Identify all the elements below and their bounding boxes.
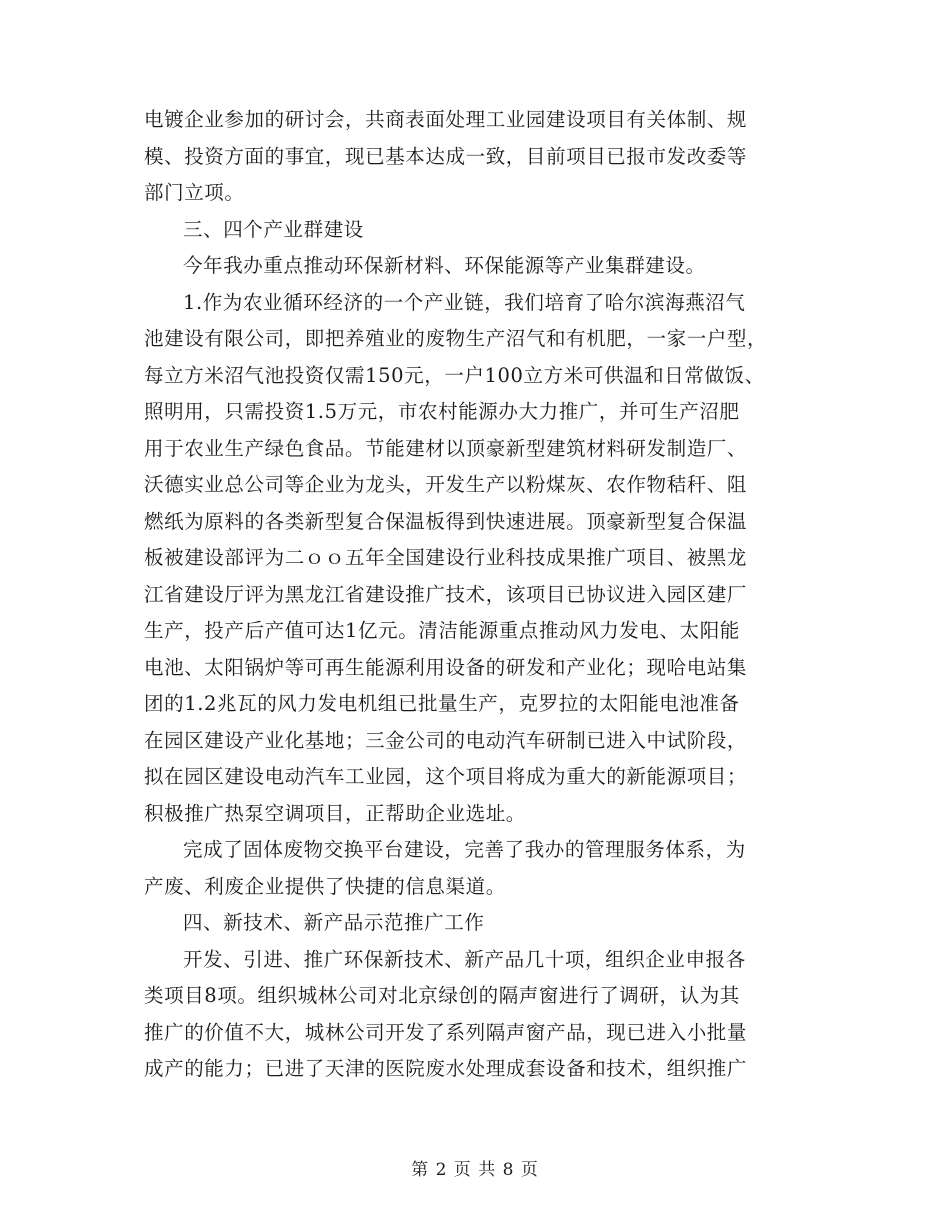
- body-line: 燃纸为原料的各类新型复合保温板得到快速进展。顶豪新型复合保温: [144, 509, 748, 533]
- page-number-footer: 第 2 页 共 8 页: [411, 1160, 539, 1180]
- body-line: 开发、引进、推广环保新技术、新产品几十项，组织企业申报各: [183, 947, 746, 971]
- body-line: 1.作为农业循环经济的一个产业链，我们培育了哈尔滨海燕沼气: [183, 290, 746, 314]
- section-heading: 三、四个产业群建设: [183, 217, 364, 241]
- body-line: 江省建设厅评为黑龙江省建设推广技术，该项目已协议进入园区建厂: [144, 582, 748, 606]
- body-line: 板被建设部评为二ｏｏ五年全国建设行业科技成果推广项目、被黑龙: [144, 546, 748, 569]
- section-heading: 四、新技术、新产品示范推广工作: [183, 911, 485, 934]
- body-line: 拟在园区建设电动汽车工业园，这个项目将成为重大的新能源项目；: [144, 765, 748, 788]
- body-line: 电池、太阳锅炉等可再生能源利用设备的研发和产业化；现哈电站集: [144, 655, 748, 679]
- body-line: 模、投资方面的事宜，现已基本达成一致，目前项目已报市发改委等: [144, 144, 748, 168]
- body-line: 在园区建设产业化基地；三金公司的电动汽车研制已进入中试阶段，: [144, 728, 748, 752]
- body-line: 成产的能力；已进了天津的医院废水处理成套设备和技术，组织推广: [144, 1057, 748, 1080]
- body-line: 积极推广热泵空调项目，正帮助企业选址。: [144, 801, 526, 825]
- body-line: 照明用，只需投资1.5万元，市农村能源办大力推广，并可生产沼肥: [144, 400, 740, 423]
- body-line: 推广的价值不大，城林公司开发了系列隔声窗产品，现已进入小批量: [144, 1020, 748, 1044]
- body-line: 今年我办重点推动环保新材料、环保能源等产业集群建设。: [183, 254, 706, 277]
- body-line: 每立方米沼气池投资仅需150元，一户100立方米可供温和日常做饭、: [144, 363, 765, 387]
- body-line: 生产，投产后产值可达1亿元。清洁能源重点推动风力发电、太阳能: [144, 619, 740, 642]
- body-line: 产废、利废企业提供了快捷的信息渠道。: [144, 874, 506, 898]
- document-body: [144, 102, 806, 1088]
- body-line: 完成了固体废物交换平台建设，完善了我办的管理服务体系，为: [183, 838, 746, 861]
- body-line: 电镀企业参加的研讨会，共商表面处理工业园建设项目有关体制、规: [144, 108, 748, 131]
- body-line: 池建设有限公司，即把养殖业的废物生产沼气和有机肥，一家一户型，: [144, 327, 768, 350]
- body-line: 类项目8项。组织城林公司对北京绿创的隔声窗进行了调研，认为其: [144, 984, 740, 1007]
- body-line: 团的1.2兆瓦的风力发电机组已批量生产，克罗拉的太阳能电池准备: [144, 692, 740, 715]
- body-line: 沃德实业总公司等企业为龙头，开发生产以粉煤灰、农作物秸秆、阻: [144, 473, 748, 496]
- body-line: 部门立项。: [144, 181, 245, 204]
- body-line: 用于农业生产绿色食品。节能建材以顶豪新型建筑材料研发制造厂、: [144, 436, 748, 460]
